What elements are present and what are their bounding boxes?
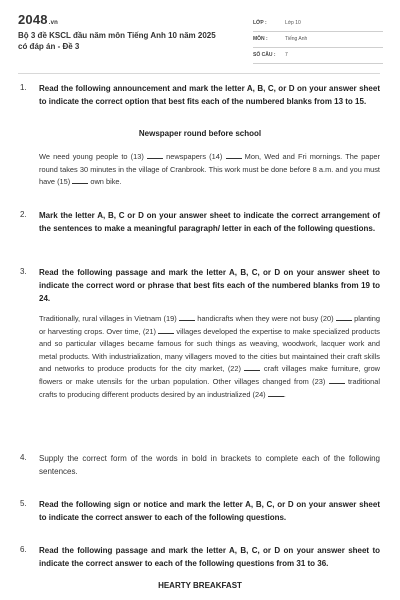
meta-label: SỐ CÂU : — [253, 52, 276, 58]
question-number: 3. — [20, 267, 27, 276]
passage-fragment: handicrafts when they were not busy (20) — [197, 314, 334, 323]
answer-blank — [179, 313, 195, 321]
passage-fragment: traditional crafts to producing different products desired by an industrialized (24) — [39, 376, 380, 399]
passage-fragment: own bike. — [90, 177, 122, 187]
answer-blank — [72, 176, 88, 184]
passage-fragment: Traditionally, rural villages in Vietnam (19) — [39, 314, 177, 323]
meta-value: Lớp 10 — [285, 20, 301, 26]
meta-row-subject — [253, 33, 383, 48]
site-logo[interactable] — [18, 12, 58, 27]
question-instruction: Read the following passage and mark the letter A, B, C, or D on your answer sheet to indicate the correct word or phrase that best fits each of the numbered blanks from 19 to 24. — [39, 268, 380, 303]
question-number: 2. — [20, 210, 27, 219]
answer-blank — [158, 326, 174, 334]
meta-label: MÔN : — [253, 36, 268, 42]
meta-row-class — [253, 17, 383, 32]
logo-main: 2048 — [18, 12, 48, 27]
passage-fragment: We need young people to (13) — [39, 152, 144, 161]
question-instruction: Read the following sign or notice and mark the letter A, B, C, or D on your answer sheet to indicate the correct answer to each of the following questions. — [39, 500, 380, 522]
passage-title: Newspaper round before school — [138, 129, 262, 138]
question-instruction: Mark the letter A, B, C or D on your answer sheet to indicate the correct arrangement of the sentences to make a meaningful paragraph/ letter in each of the following questions. — [39, 211, 380, 233]
passage-fragment: Mon, Wed and Fri mornings. The paper round takes 30 minutes in the village of Cranbrook. This work must be done before 8 a.m. and you must have (15) — [39, 152, 381, 187]
passage-fragment: planting or harvesting crops. Over time, (21) — [39, 314, 380, 336]
question-number: 1. — [20, 83, 27, 92]
answer-blank — [329, 376, 345, 384]
passage-title: HEARTY BREAKFAST — [158, 581, 242, 590]
answer-blank — [226, 151, 242, 159]
question-number: 6. — [20, 545, 27, 554]
question-instruction: Supply the correct form of the words in bold in brackets to complete each of the following sentences. — [39, 454, 380, 476]
header-divider — [18, 73, 380, 74]
answer-blank — [147, 151, 163, 159]
page-header — [0, 0, 400, 70]
passage-fragment: . — [283, 389, 286, 399]
answer-blank — [268, 389, 284, 397]
passage-text — [39, 151, 380, 189]
exam-meta — [253, 17, 383, 65]
question-number: 5. — [20, 499, 27, 508]
question-number: 4. — [20, 453, 27, 462]
passage-text — [39, 313, 380, 401]
passage-fragment: newspapers (14) — [166, 152, 223, 161]
passage-fragment: craft villages make furniture, grow flowers or make utensils for the urban population. Other villages changed from (23) — [39, 364, 381, 386]
meta-label: LỚP : — [253, 20, 267, 26]
meta-row-count — [253, 49, 383, 64]
meta-value: Tiếng Anh — [285, 36, 308, 42]
logo-suffix: .vn — [48, 20, 59, 26]
document-title: Bộ 3 đề KSCL đầu năm môn Tiếng Anh 10 năm 2025 có đáp án - Đề 3 — [18, 31, 216, 51]
passage-fragment: villages developed the expertise to make specialized products and so particular villages became famous for such things as weaving, woodwork, lacquer work and metal products. With industrialization, many villagers moved to the cities but maintained their craft skills and networks to produce products for the city market, (22) — [39, 326, 380, 374]
answer-blank — [244, 363, 260, 371]
question-instruction: Read the following announcement and mark the letter A, B, C, or D on your answer sheet to indicate the correct option that best fits each of the numbered blanks from 13 to 15. — [39, 84, 380, 106]
meta-value: 7 — [285, 52, 288, 58]
question-instruction: Read the following passage and mark the letter A, B, C, or D on your answer sheet to indicate the correct answer to each of the following questions from 31 to 36. — [39, 546, 380, 568]
answer-blank — [336, 313, 352, 321]
